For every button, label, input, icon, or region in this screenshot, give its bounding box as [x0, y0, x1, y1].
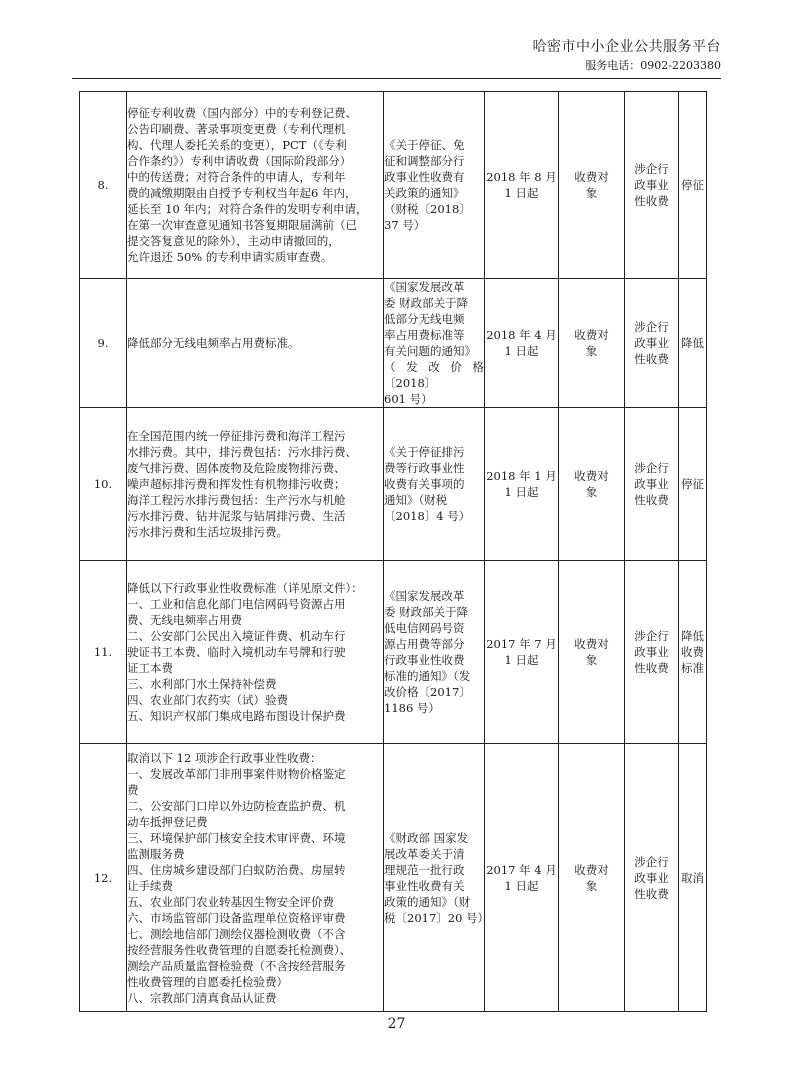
- platform-title: 哈密市中小企业公共服务平台: [532, 39, 721, 55]
- policy-content-line: 驶证书工本费、临时入境机动车号牌和行驶: [127, 645, 346, 659]
- policy-document-line: 1186 号）: [384, 701, 440, 715]
- row-number: 9.: [80, 279, 127, 408]
- policy-content-line: 污水排污费和生活垃圾排污费。: [127, 525, 288, 539]
- policy-content-line: 二、公安部门口岸以外边防检查监护费、机: [127, 798, 346, 813]
- policy-content-line: 一、工业和信息化部门电信网码号资源占用: [127, 597, 346, 611]
- policy-content: [127, 561, 384, 744]
- policy-document: [384, 561, 485, 744]
- policy-content-line: 取消以下 12 项涉企行政事业性收费：: [127, 750, 322, 765]
- effective-date-line: 1 日起: [504, 485, 539, 499]
- policy-content-line: 监测服务费: [127, 846, 185, 861]
- policy-content-line: 降低部分无线电频率占用费标准。: [127, 336, 300, 350]
- effective-date: [485, 561, 559, 744]
- effective-date-line: 2017 年 7 月: [486, 637, 557, 651]
- page-number: 27: [387, 1016, 406, 1032]
- policy-content-line: 降低以下行政事业性收费标准（详见原文件）：: [127, 581, 363, 595]
- beneficiary-line: 收费对: [574, 637, 609, 651]
- fee-category-line: 性收费: [634, 194, 669, 208]
- policy-action-line: 取消: [681, 870, 704, 885]
- policy-document-line: 通知》（财税: [384, 493, 448, 507]
- beneficiary-line: 象: [585, 878, 598, 893]
- effective-date: [485, 744, 559, 1012]
- policy-content-line: 停征专利收费（国内部分）中的专利登记费、: [127, 106, 357, 120]
- policy-action: [679, 744, 707, 1012]
- policy-content-line: 费、无线电频率占用费: [127, 613, 242, 627]
- effective-date-line: 2018 年 8 月: [486, 170, 557, 184]
- policy-action-line: 标准: [681, 661, 704, 675]
- policy-document: [384, 744, 490, 1012]
- fee-category-line: 政事业: [634, 178, 669, 192]
- policy-document-line: 37 号）: [384, 218, 426, 232]
- effective-date-line: 1 日起: [504, 186, 539, 200]
- fee-category-line: 性收费: [634, 493, 669, 507]
- policy-document-line: 源占用费等部分: [384, 637, 465, 651]
- policy-content-line: 海洋工程污水排污费包括：生产污水与机舱: [127, 493, 346, 507]
- policy-content-line: 延长至 10 年内；对符合条件的发明专利申请，: [127, 202, 368, 216]
- policy-document-line: 收费有关事项的: [384, 477, 465, 491]
- policy-action-line: 停征: [681, 477, 704, 491]
- policy-document-line: 费等行政事业性: [384, 461, 465, 475]
- fee-category-line: 政事业: [634, 645, 669, 659]
- policy-document-line: 《国家发展改革: [384, 589, 465, 603]
- policy-content: [127, 279, 384, 408]
- policy-action: [679, 561, 707, 744]
- policy-content-line: 七、测绘地信部门测绘仪器检测收费（不含: [127, 926, 346, 941]
- policy-document-line: 事业性收费有关: [384, 878, 465, 893]
- fee-category: [625, 408, 679, 561]
- policy-action-line: 降低: [681, 629, 704, 643]
- beneficiary-line: 收费对: [574, 469, 609, 483]
- policy-document-line: 标准的通知》（发: [384, 669, 471, 683]
- policy-content-line: 噪声超标排污费和挥发性有机物排污收费；: [127, 477, 346, 491]
- fee-category: [625, 279, 679, 408]
- policy-document-line: （财税〔2018〕: [384, 202, 471, 216]
- row-number: 12.: [80, 744, 127, 1012]
- policy-document-line: 有关问题的通知》: [384, 344, 476, 358]
- fee-category-line: 政事业: [634, 870, 669, 885]
- effective-date-line: 1 日起: [504, 344, 539, 358]
- policy-document-line: 委 财政部关于降: [384, 605, 469, 619]
- policy-document-line: 政事业性收费有: [384, 170, 465, 184]
- policy-document: [384, 408, 485, 561]
- policy-action-line: 停征: [681, 178, 704, 192]
- beneficiary-line: 收费对: [574, 862, 609, 877]
- policy-content-line: 提交答复意见的除外），主动申请撤回的，: [127, 234, 340, 248]
- effective-date-line: 2018 年 1 月: [486, 469, 557, 483]
- effective-date-line: 1 日起: [504, 653, 539, 667]
- row-number: 10.: [80, 408, 127, 561]
- fee-category-line: 涉企行: [634, 629, 669, 643]
- effective-date: [485, 92, 559, 279]
- policy-content: [127, 408, 384, 561]
- policy-document-line: 关政策的通知》: [384, 186, 465, 200]
- table-row: [80, 561, 707, 744]
- policy-action-line: 降低: [681, 336, 704, 350]
- fee-category-line: 涉企行: [634, 854, 669, 869]
- policy-content-line: 测绘产品质量监督检验费（不含按经营服务: [127, 958, 346, 973]
- effective-date: [485, 408, 559, 561]
- policy-document-line: 低电信网码号资: [384, 621, 465, 635]
- policy-action: [679, 92, 707, 279]
- policy-content-line: 二、公安部门公民出入境证件费、机动车行: [127, 629, 346, 643]
- effective-date-line: 2018 年 4 月: [486, 328, 557, 342]
- fee-category-line: 政事业: [634, 477, 669, 491]
- beneficiary: [559, 744, 625, 1012]
- policy-document-line: 委 财政部关于降: [384, 296, 469, 310]
- policy-document-line: 《关于停征、免: [384, 138, 465, 152]
- beneficiary: [559, 279, 625, 408]
- policy-content-line: 废气排污费、固体废物及危险废物排污费、: [127, 461, 346, 475]
- policy-content-line: 按经营服务性收费管理的自愿委托检测费）、: [127, 942, 352, 957]
- fee-category-line: 性收费: [634, 886, 669, 901]
- effective-date: [485, 279, 559, 408]
- table-row: [80, 408, 707, 561]
- service-phone: 服务电话：0902-2203380: [585, 59, 721, 72]
- effective-date-line: 1 日起: [504, 878, 539, 893]
- policy-content-line: 费的减缴期限由自授予专利权当年起6 年内，: [127, 186, 357, 200]
- fee-category-line: 政事业: [634, 336, 669, 350]
- beneficiary: [559, 92, 625, 279]
- beneficiary-line: 收费对: [574, 328, 609, 342]
- policy-content-line: 让手续费: [127, 878, 173, 893]
- fee-category: [625, 744, 679, 1012]
- policy-content-line: 在第一次审查意见通知书答复期限届满前（已: [127, 218, 357, 232]
- table-body: [80, 92, 707, 1012]
- policy-document: [384, 92, 485, 279]
- policy-content-line: 在全国范围内统一停征排污费和海洋工程污: [127, 429, 346, 443]
- policy-content-line: 证工本费: [127, 661, 173, 675]
- policy-content-line: 三、环境保护部门核安全技术审评费、环境: [127, 830, 346, 845]
- policy-document-line: 行政事业性收费: [384, 653, 465, 667]
- policy-content-line: 五、农业部门农业转基因生物安全评价费: [127, 894, 334, 909]
- policy-content-line: 合作条约》）专利申请收费（国际阶段部分）: [127, 154, 352, 168]
- policy-content-line: 费: [127, 782, 139, 797]
- beneficiary-line: 收费对: [574, 170, 609, 184]
- policy-document-line: 率占用费标准等: [384, 328, 465, 342]
- fee-category-line: 涉企行: [634, 320, 669, 334]
- policy-content-line: 五、知识产权部门集成电路布图设计保护费: [127, 709, 346, 723]
- policy-content-line: 中的传送费；对符合条件的申请人，专利年: [127, 170, 346, 184]
- fee-category-line: 涉企行: [634, 461, 669, 475]
- policy-document: [384, 279, 485, 408]
- policy-content-line: 构、代理人委托关系的变更），PCT（《专利: [127, 138, 347, 152]
- policy-content-line: 一、发展改革部门非刑事案件财物价格鉴定: [127, 766, 346, 781]
- policy-document-line: 《财政部 国家发: [384, 830, 469, 845]
- policy-document-line: 〔2018〕4 号）: [384, 509, 471, 523]
- beneficiary-line: 象: [585, 485, 598, 499]
- beneficiary: [559, 408, 625, 561]
- fee-category-line: 涉企行: [634, 162, 669, 176]
- header-divider: [72, 78, 721, 79]
- fee-category: [625, 92, 679, 279]
- beneficiary-line: 象: [585, 653, 598, 667]
- policy-content-line: 公告印刷费、著录事项变更费（专利代理机: [127, 122, 346, 136]
- policy-content: [127, 92, 384, 279]
- table-row: [80, 744, 707, 1012]
- policy-content-line: 八、宗教部门清真食品认证费: [127, 990, 277, 1005]
- policy-document-line: 理规范一批行政: [384, 862, 465, 877]
- effective-date-line: 2017 年 4 月: [486, 862, 557, 877]
- row-number: 8.: [80, 92, 127, 279]
- table-row: [80, 279, 707, 408]
- policy-document-line: 展改革委关于清: [384, 846, 465, 861]
- beneficiary-line: 象: [585, 344, 598, 358]
- fee-category: [625, 561, 679, 744]
- policy-document-line: 改价格〔2017〕: [384, 685, 471, 699]
- policy-content-line: 动车抵押登记费: [127, 814, 208, 829]
- policy-content-line: 三、水利部门水土保持补偿费: [127, 677, 277, 691]
- policy-content-line: 性收费管理的自愿委托检验费）: [127, 974, 288, 989]
- policy-document-line: 低部分无线电频: [384, 312, 465, 326]
- row-number: 11.: [80, 561, 127, 744]
- policy-action: [679, 408, 707, 561]
- policy-content: [127, 744, 384, 1012]
- policy-action: [679, 279, 707, 408]
- policy-content-line: 四、住房城乡建设部门白蚁防治费、房屋转: [127, 862, 346, 877]
- beneficiary: [559, 561, 625, 744]
- table-row: [80, 92, 707, 279]
- beneficiary-line: 象: [585, 186, 598, 200]
- policy-document-line: 征和调整部分行: [384, 154, 465, 168]
- fee-category-line: 性收费: [634, 661, 669, 675]
- policy-document-line: 601 号）: [384, 392, 433, 406]
- policy-document-line: 政策的通知》（财: [384, 894, 471, 909]
- policy-content-line: 六、市场监管部门设备监理单位资格评审费: [127, 910, 346, 925]
- policy-content-line: 允许退还 50% 的专利申请实质审查费。: [127, 250, 333, 264]
- fee-policy-table: [79, 91, 707, 1012]
- policy-content-line: 水排污费。其中，排污费包括：污水排污费、: [127, 445, 357, 459]
- policy-document-line: 税〔2017〕20 号）: [384, 910, 490, 925]
- policy-document-line: （发改价格〔2018〕: [384, 360, 484, 390]
- policy-content-line: 四、农业部门农药实（试）验费: [127, 693, 288, 707]
- fee-category-line: 性收费: [634, 352, 669, 366]
- policy-document-line: 《关于停征排污: [384, 445, 465, 459]
- policy-action-line: 收费: [681, 645, 704, 659]
- policy-content-line: 污水排污费、钻井泥浆与钻屑排污费、生活: [127, 509, 346, 523]
- policy-document-line: 《国家发展改革: [384, 280, 465, 294]
